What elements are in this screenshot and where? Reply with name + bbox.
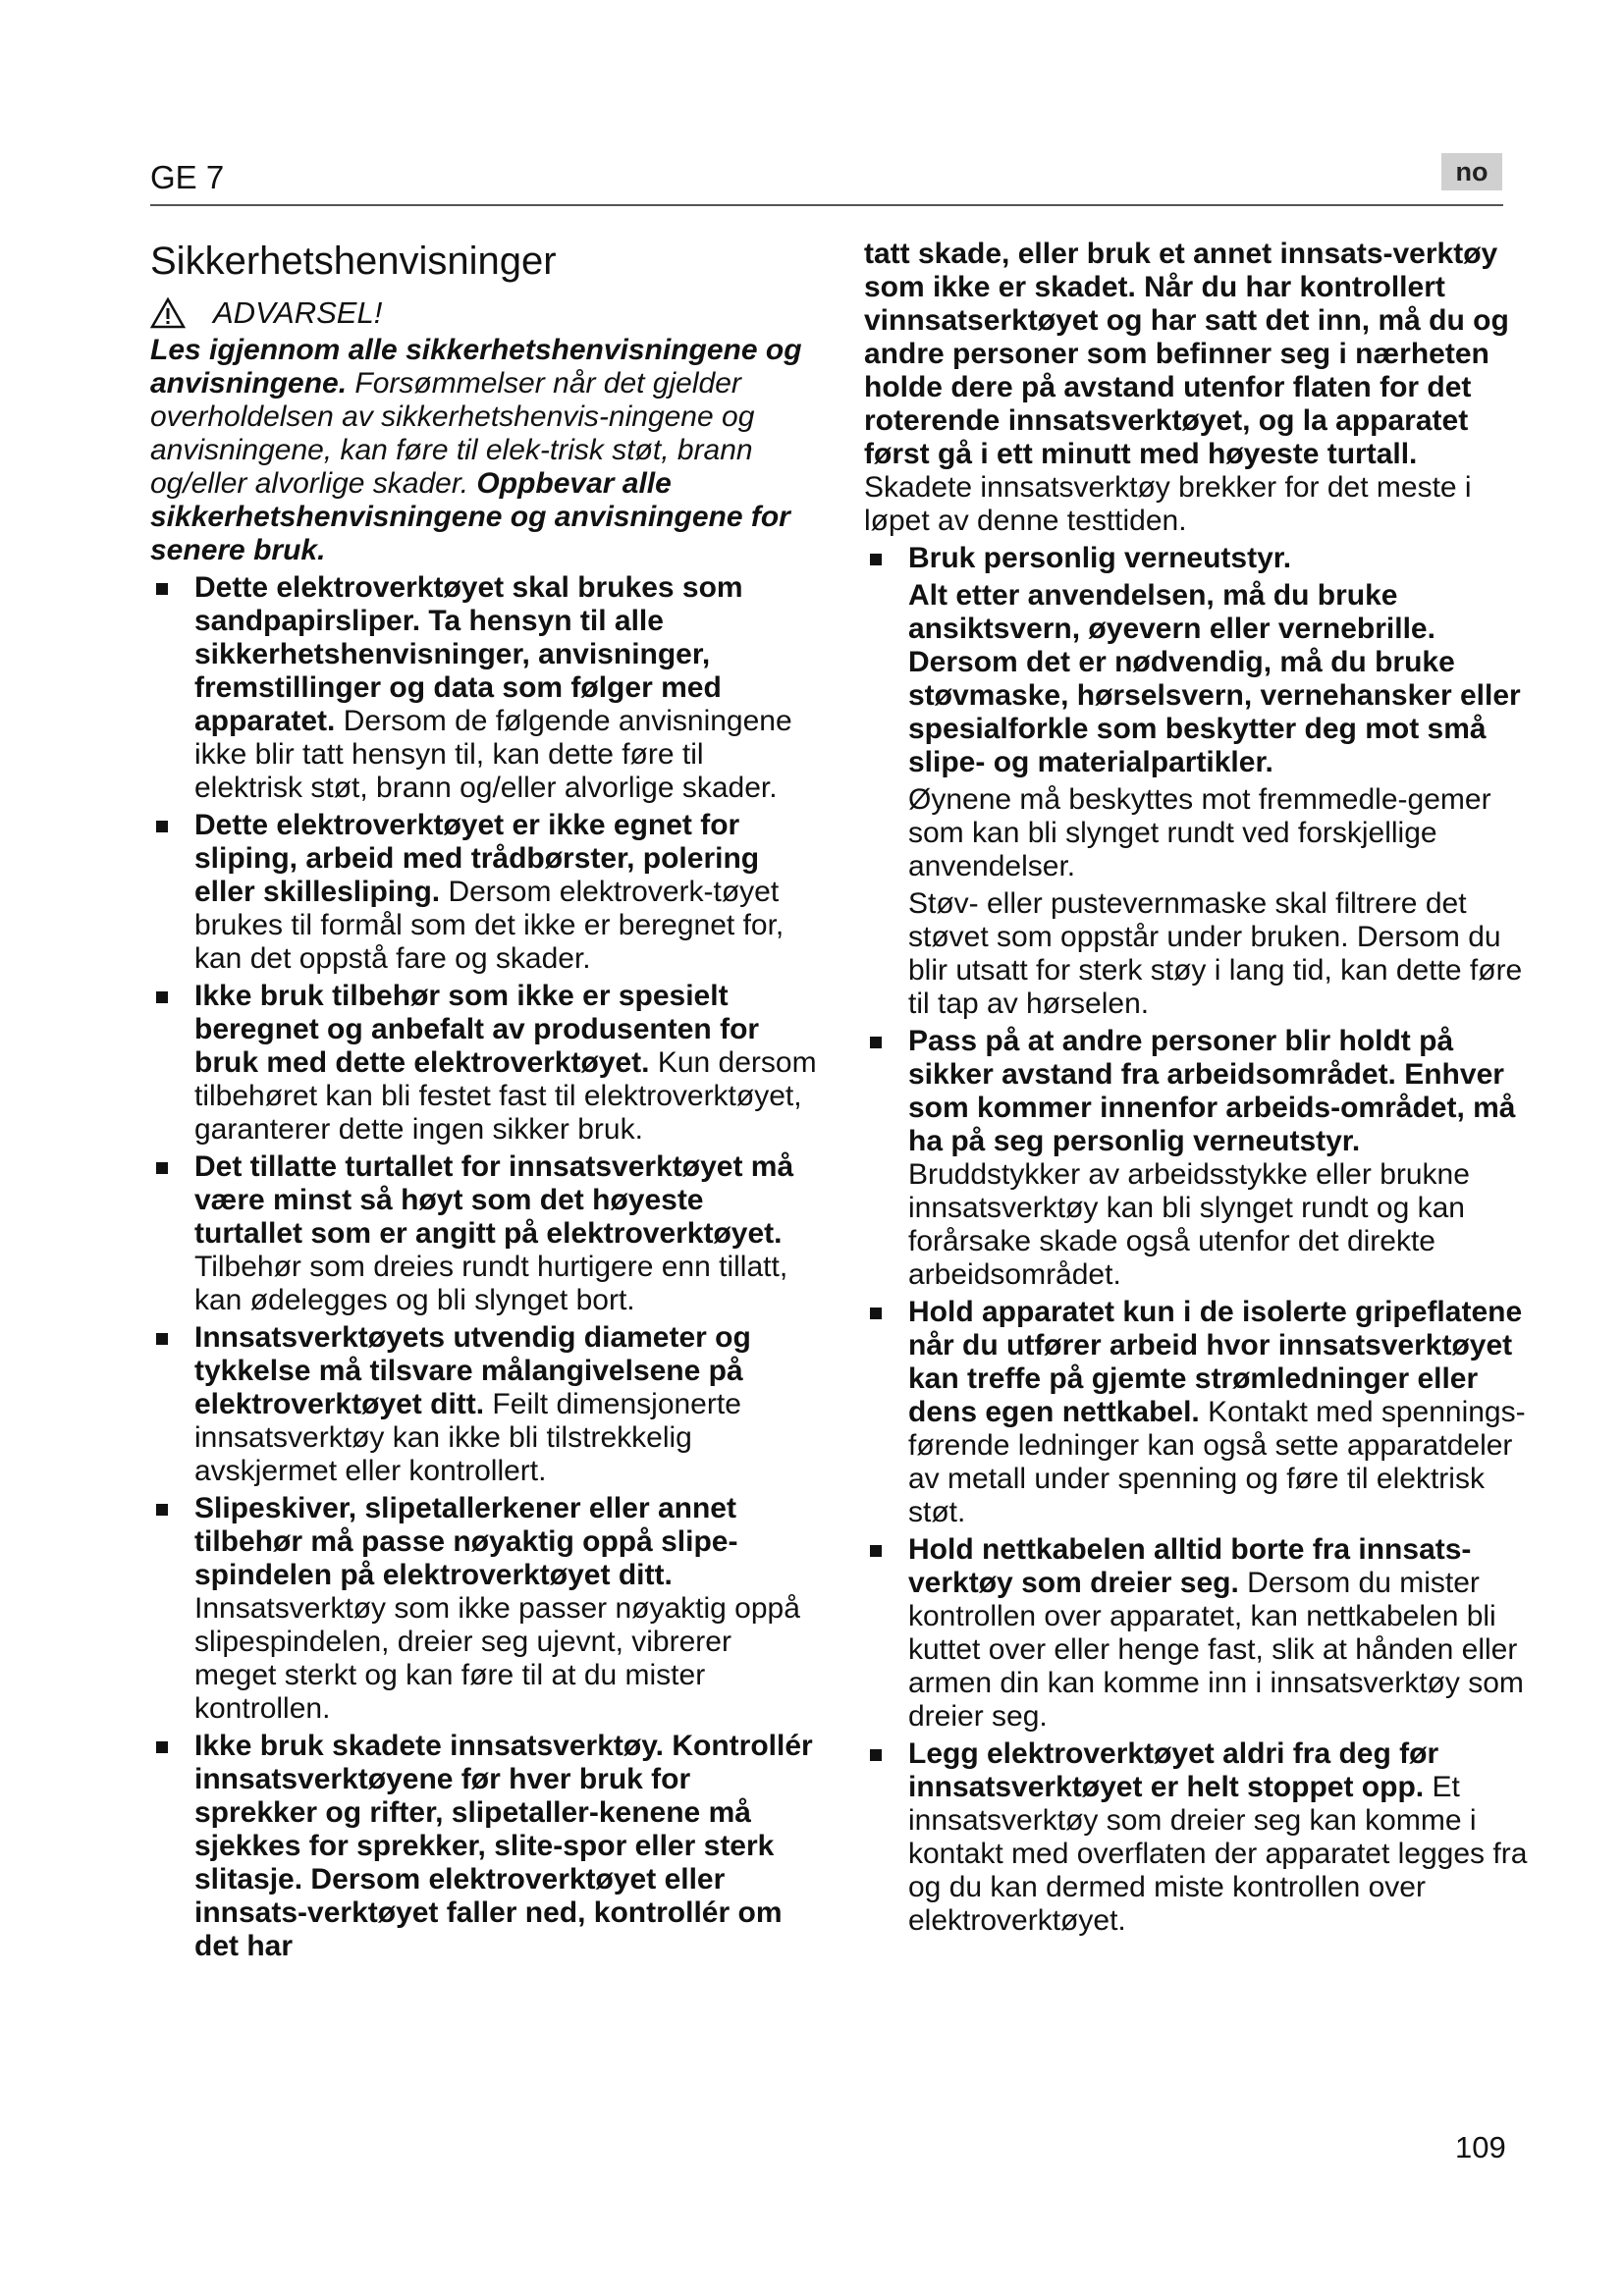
item-bold-text: Det tillatte turtallet for innsatsverktøyet må være minst så høyt som det høyeste turtallet som er angitt på elektroverktøyet. [194, 1150, 794, 1250]
item-text: Bruddstykker av arbeidsstykke eller brukne innsatsverktøy kan bli slynget rundt og kan forårsake skade også utenfor det direkte arbeidsområdet. [908, 1158, 1470, 1291]
warning-text-2: Forsømmelser når det gjelder overholdelsen av sikkerhetshenvis-ningene og anvisningene, kan føre til elek-trisk støt, brann og/eller alvorlige skader. [150, 367, 755, 500]
item-bold-text: Bruk personlig verneutstyr. [908, 542, 1292, 574]
bullet-icon [870, 1545, 882, 1557]
item-text: Innsatsverktøy som ikke passer nøyaktig oppå slipespindelen, dreier seg ujevnt, vibrerer meget sterkt og kan føre til at du mister kontrollen. [194, 1592, 800, 1725]
item-text: Dersom elektroverk-tøyet brukes til formål som det ikke er beregnet for, kan det oppstå fare og skader. [194, 876, 785, 975]
warning-triangle-icon [150, 297, 186, 329]
bullet-icon [870, 1308, 882, 1319]
list-item [150, 1150, 818, 1317]
item-text: Øynene må beskyttes mot fremmedle-gemer som kan bli slynget rundt ved forskjellige anvendelser. [908, 783, 1491, 882]
item-text: Kontakt med spennings-førende ledninger kan også sette apparatdeler av metall under spenning og føre til elektrisk støt. [908, 1396, 1526, 1528]
header-model: GE 7 [150, 159, 225, 195]
list-item [864, 1296, 1532, 1529]
item-text: Feilt dimensjonerte innsatsverktøy kan ikke bli tilstrekkelig avskjermet eller kontrollert. [194, 1388, 741, 1487]
bullet-icon [156, 1741, 168, 1753]
list-item [150, 1492, 818, 1726]
item-bold-text: Innsatsverktøyets utvendig diameter og tykkelse må tilsvare målangivelsene på elektroverktøyet ditt. [194, 1321, 751, 1420]
warning-text-1: Les igjennom alle sikkerhetshenvisningene og anvisningene. [150, 334, 802, 400]
item-bold-text-continued: tatt skade, eller bruk et annet innsats-verktøy som ikke er skadet. Når du har kontrollert vinnsatserktøyet og har satt det inn, må du og andre personer som befinner seg i nærheten holde dere på avstand utenfor flaten for det roterende innsatsverktøyet, og la apparatet først gå i ett minutt med høyeste turtall. [864, 238, 1509, 470]
item-text: Dersom du mister kontrollen over apparatet, kan nettkabelen bli kuttet over eller henge fast, slik at hånden eller armen din kan komme inn i innsatsverktøy som dreier seg. [908, 1567, 1524, 1733]
list-item [150, 809, 818, 976]
left-column [150, 238, 818, 1967]
item-text: Tilbehør som dreies rundt hurtigere enn tillatt, kan ødelegges og bli slynget bort. [194, 1251, 788, 1316]
bullet-icon [156, 1333, 168, 1345]
warning-heading [150, 293, 818, 334]
item-bold-text: Ikke bruk skadete innsatsverktøy. Kontrollér innsatsverktøyene før hver bruk for sprekker og rifter, slipetaller-kenene må sjekkes for sprekker, slite-spor eller sterk slitasje. Dersom elektroverktøyet eller innsats-verktøyet faller ned, kontrollér om det har [194, 1730, 813, 1962]
item-bold-text: Ikke bruk tilbehør som ikke er spesielt beregnet og anbefalt av produsenten for bruk med dette elektroverktøyet. [194, 980, 760, 1079]
item-bold-text: Dette elektroverktøyet er ikke egnet for sliping, arbeid med trådbørster, polering eller skillesliping. [194, 809, 760, 908]
item-text: Skadete innsatsverktøy brekker for det meste i løpet av denne testtiden. [864, 471, 1472, 537]
list-item [864, 1025, 1532, 1292]
warning-text-3: Oppbevar alle sikkerhetshenvisningene og anvisningene for senere bruk. [150, 467, 790, 566]
bullet-icon [870, 1749, 882, 1761]
item-bold-text: Legg elektroverktøyet aldri fra deg før innsatsverktøyet er helt stoppet opp. [908, 1737, 1439, 1803]
right-column [864, 238, 1532, 1942]
item-text: Dersom de følgende anvisningene ikke blir tatt hensyn til, kan dette føre til elektrisk støt, brann og/eller alvorlige skader. [194, 705, 792, 804]
item-text: Støv- eller pustevernmaske skal filtrere det støvet som oppstår under bruken. Dersom du blir utsatt for sterk støy i lang tid, kan dette føre til tap av hørselen. [908, 887, 1523, 1020]
list-item [150, 1730, 818, 1963]
bullet-icon [156, 821, 168, 832]
item-text: Et innsatsverktøy som dreier seg kan komme i kontakt med overflaten der apparatet legges fra og du kan dermed miste kontrollen over elektroverktøyet. [908, 1771, 1528, 1937]
list-item [864, 1533, 1532, 1734]
section-title: Sikkerhetshenvisninger [150, 240, 557, 283]
list-item [150, 1321, 818, 1488]
warning-label: ADVARSEL! [213, 295, 383, 330]
header-rule [150, 204, 1503, 206]
item-bold-text: Alt etter anvendelsen, må du bruke ansiktsvern, øyevern eller vernebrille. Dersom det er nødvendig, må du bruke støvmaske, hørselsvern, vernehansker eller spesialforkle som beskytter deg mot små slipe- og materialpartikler. [908, 579, 1521, 778]
list-item [864, 542, 1532, 575]
page-number: 109 [1455, 2130, 1506, 2164]
bullet-icon [156, 583, 168, 595]
list-item [864, 1737, 1532, 1938]
list-item [150, 571, 818, 805]
item-bold-text: Hold apparatet kun i de isolerte gripeflatene når du utfører arbeid hvor innsatsverktøyet kan treffe på gjemte strømledninger eller dens egen nettkabel. [908, 1296, 1523, 1428]
list-item [150, 980, 818, 1147]
warning-text [150, 334, 818, 567]
item-bold-text: Dette elektroverktøyet skal brukes som sandpapirsliper. Ta hensyn til alle sikkerhetshenvisninger, anvisninger, fremstillinger og data som følger med apparatet. [194, 571, 743, 737]
bullet-icon [870, 1037, 882, 1048]
bullet-icon [870, 554, 882, 565]
language-badge: no [1441, 153, 1502, 190]
item-text: Kun dersom tilbehøret kan bli festet fast til elektroverktøyet, garanterer dette ingen sikker bruk. [194, 1046, 817, 1146]
bullet-icon [156, 991, 168, 1003]
item-bold-text: Pass på at andre personer blir holdt på sikker avstand fra arbeidsområdet. Enhver som kommer innenfor arbeids-området, må ha på seg personlig verneutstyr. [908, 1025, 1516, 1157]
item-bold-text: Hold nettkabelen alltid borte fra innsats-verktøy som dreier seg. [908, 1533, 1472, 1599]
bullet-icon [156, 1162, 168, 1174]
item-bold-text: Slipeskiver, slipetallerkener eller annet tilbehør må passe nøyaktig oppå slipe-spindelen på elektroverktøyet ditt. [194, 1492, 738, 1591]
bullet-icon [156, 1504, 168, 1516]
